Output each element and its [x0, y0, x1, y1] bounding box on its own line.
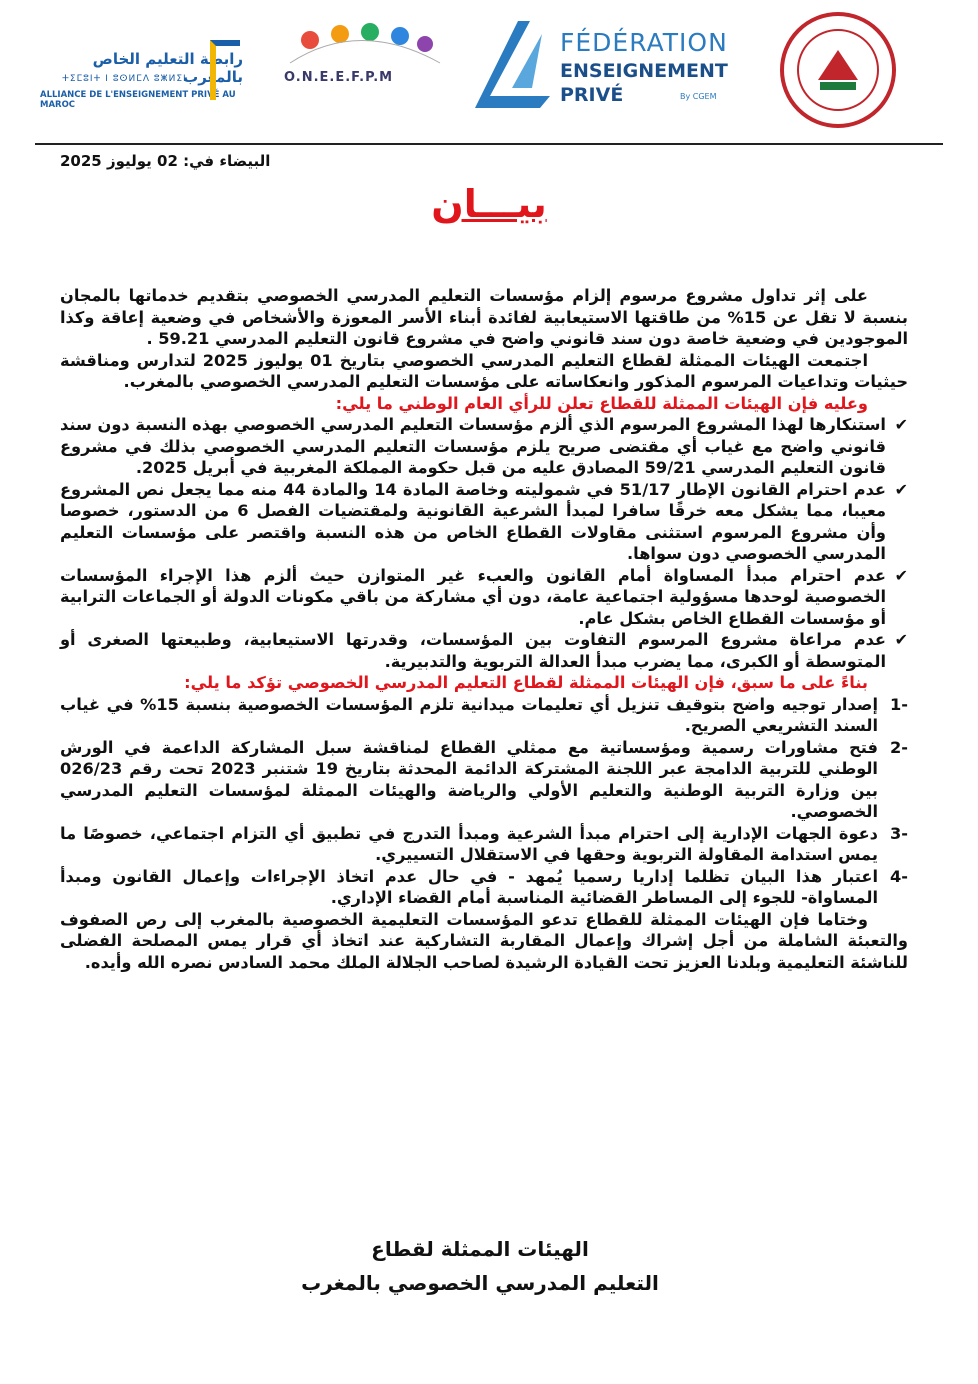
confirm-heading: بناءً على ما سبق، فإن الهيئات الممثلة لقطاع التعليم المدرسي الخصوصي تؤكد ما يلي:: [184, 673, 868, 692]
check-icon: ✔: [894, 415, 908, 434]
oneefpm-name: O.N.E.E.F.P.M: [284, 70, 394, 85]
document-date: البيضاء في: 02 يوليوز 2025: [60, 152, 271, 170]
announce-heading: وعليه فإن الهيئات الممثلة للقطاع تعلن للرأي العام الوطني ما يلي:: [335, 393, 868, 413]
position-list: [60, 414, 908, 672]
federation-logo: [470, 16, 740, 116]
list-item: -3 دعوة الجهات الإدارية إلى احترام مبدأ الشرعية ومبدأ التدرج في تطبيق أي التزام اجتماعي، خصوصًا ما يمس استدامة المقاولة التربوية وحقها في الاستقلال التسييري.: [60, 823, 908, 864]
alliance-tifinagh-name: ⵜⵉⵎⵓⵏⵜ ⵏ ⵓⵙⵍⵎⴷ ⵓⵥⵍⵉⵏ: [62, 74, 187, 84]
list-item: ✔ عدم مراعاة مشروع المرسوم التفاوت بين المؤسسات، وقدرتها الاستيعابية، وطبيعتها الصغرى أو المتوسطة أو الكبرى، مما يضرب مبدأ العدالة التربوية والتدبيرية.: [60, 630, 908, 671]
meeting-paragraph: اجتمعت الهيئات الممثلة لقطاع التعليم المدرسي الخصوصي بتاريخ 01 يوليوز 2025 لتدارس ومناقشة حيثيات وتداعيات المرسوم المذكور وانعكاساته على مؤسسات التعليم المدرسي الخصوصي بالمغرب.: [60, 350, 908, 391]
union-seal-icon: [778, 10, 898, 130]
list-item: -2 فتح مشاورات رسمية ومؤسساتية مع ممثلي القطاع لمناقشة سبل المشاركة الداعمة في الورش الوطني للتربية الدامجة عبر اللجنة المشتركة الدائمة المحدثة بتاريخ 19 شتنبر 2023 تحت رقم 026/23 بين وزارة التربية الوطنية والتعليم الأولي والرياضة والهيئات الممثلة لمؤسسات التعليم المدرسي الخصوصي.: [60, 737, 908, 821]
document-title: بيـــان: [431, 182, 547, 226]
signature-line1: الهيئات الممثلة لقطاع: [371, 1237, 589, 1261]
document-body: [60, 285, 908, 973]
union-seal-logo: [778, 10, 898, 130]
alliance-logo: [38, 32, 243, 122]
logo-header: [38, 10, 938, 135]
alliance-french-name: ALLIANCE DE L'ENSEIGNEMENT PRIVÉ AU MAROC: [40, 90, 236, 110]
list-item: ✔ عدم احترام مبدأ المساواة أمام القانون والعبء غير المتوازن حيث ألزم هذا الإجراء المؤسسات الخصوصية لوحدها مسؤولية اجتماعية عامة، دون أي مشاركة من باقي مكونات الدولة أو الجماعات الترابية أو مؤسسات القطاع الخاص بشكل عام.: [60, 565, 908, 628]
list-item: -1 إصدار توجيه واضح بتوقيف تنزيل أي تعليمات ميدانية تلزم المؤسسات الخصوصية بنسبة 15% في غياب السند التشريعي الصريح.: [60, 694, 908, 735]
alliance-mark-icon: [210, 40, 240, 100]
signature-block: [270, 1232, 690, 1300]
alliance-arabic-name: رابطة التعليم الخاص بالمغرب: [92, 50, 243, 86]
federation-line3: PRIVÉ: [560, 84, 624, 106]
federation-mark-icon: [470, 16, 560, 116]
oneefpm-logo: [270, 18, 448, 108]
federation-line1: FÉDÉRATION: [560, 28, 728, 57]
closing-paragraph: وختاما فإن الهيئات الممثلة للقطاع تدعو المؤسسات التعليمية الخصوصية بالمغرب إلى رص الصفوف والتعبئة الشاملة من أجل إشراك وإعمال المقاربة التشاركية عند اتخاذ أي قرار يمس المصلحة الفضلى للناشئة التعليمية وبلدنا العزيز تحت القيادة الرشيدة لصاحب الجلالة الملك محمد السادس نصره الله وأيده.: [60, 909, 908, 972]
header-divider: [35, 143, 943, 145]
federation-line2: ENSEIGNEMENT: [560, 60, 728, 82]
oneefpm-figures-icon: [270, 18, 448, 108]
demands-list: [60, 694, 908, 909]
check-icon: ✔: [894, 630, 908, 649]
intro-paragraph: على إثر تداول مشروع مرسوم إلزام مؤسسات التعليم المدرسي الخصوصي بتقديم خدماتها بالمجان بنسبة لا تقل عن 15% من طاقتها الاستيعابية لفائدة أبناء الأسر المعوزة والأشخاص في وضعية إعاقة وكذا الموجودين في وضعية خاصة دون سند قانوني واضح في مشروع قانون التعليم المدرسي 59.21 .: [60, 286, 908, 348]
check-icon: ✔: [894, 565, 908, 585]
check-icon: ✔: [894, 479, 908, 499]
signature-line2: التعليم المدرسي الخصوصي بالمغرب: [301, 1271, 659, 1295]
federation-by-cgem: By CGEM: [680, 92, 717, 101]
list-item: ✔ استنكارها لهذا المشروع المرسوم الذي ألزم مؤسسات التعليم المدرسي الخصوصي بهذه النسبة دون سند قانوني واضح مع غياب أي مقتضى صريح يلزم مؤسسات التعليم المدرسي الخصوصي بذلك في مشروع قانون التعليم المدرسي 59/21 المصادق عليه من قبل حكومة المملكة المغربية في أبريل 2025.: [60, 415, 908, 477]
list-item: -4 اعتبار هذا البيان تظلما إداريا رسميا يُمهد - في حال عدم اتخاذ الإجراءات وإعمال القانون ومبدأ المساواة- للجوء إلى المساطر القضائية المناسبة أمام القضاء الإداري.: [60, 866, 908, 907]
list-item: ✔ عدم احترام القانون الإطار 51/17 في شموليته وخاصة المادة 14 والمادة 44 منه مما يجعل نص المشروع معيبا، مما يشكل معه خرقًا سافرا لمبدأ الشرعية القانونية ولمقتضيات الفصل 6 من الدستور، خصوصا وأن مشروع المرسوم استثنى مقاولات القطاع الخاص من هذه النسبة واقتصر على مؤسسات التعليم المدرسي الخصوصي دون سواها.: [60, 479, 908, 563]
